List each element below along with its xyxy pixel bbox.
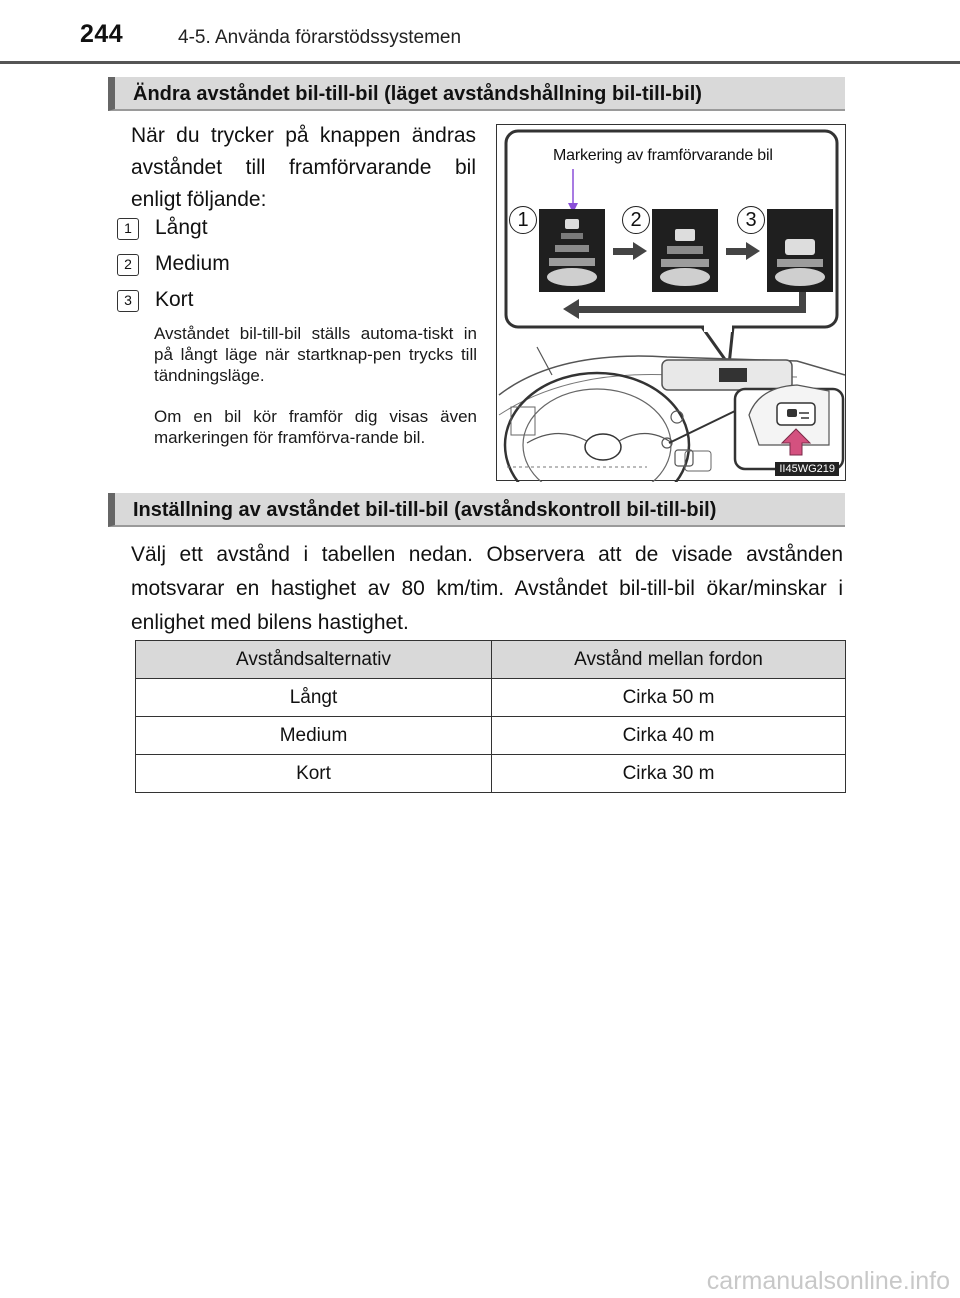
watermark: carmanualsonline.info (706, 1267, 950, 1295)
header-rule (0, 61, 960, 64)
figure-number: 1 (509, 206, 537, 234)
page-number: 244 (80, 20, 124, 48)
table-cell: Cirka 50 m (492, 679, 846, 717)
dashboard-drawing (497, 125, 847, 482)
table-row (136, 717, 846, 755)
figure-caption: Markering av framförvarande bil (553, 147, 773, 164)
note-paragraph: Om en bil kör framför dig visas även markeringen för framförva-rande bil. (154, 407, 477, 447)
table-row (136, 755, 846, 793)
section-heading-distance-control: Inställning av avståndet bil-till-bil (avståndskontroll bil-till-bil) (108, 493, 845, 527)
figure-code: II45WG219 (775, 462, 839, 476)
figure-number: 3 (737, 206, 765, 234)
item-number: 1 (117, 218, 139, 240)
item-label: Kort (155, 288, 194, 311)
table-cell: Cirka 40 m (492, 717, 846, 755)
distance-illustration (496, 124, 846, 481)
table-cell: Cirka 30 m (492, 755, 846, 793)
column-header: Avstånd mellan fordon (492, 641, 846, 679)
body-paragraph: Välj ett avstånd i tabellen nedan. Observera att de visade avstånden motsvarar en hastighet av 80 km/tim. Avståndet bil-till-bil ökar/minskar i enlighet med bilens hastighet. (131, 543, 843, 634)
item-label: Medium (155, 252, 230, 275)
table-cell: Kort (136, 755, 492, 793)
item-number: 3 (117, 290, 139, 312)
distance-button-icon (735, 385, 843, 469)
table-header-row (136, 641, 846, 679)
item-label: Långt (155, 216, 208, 239)
intro-paragraph: När du trycker på knappen ändras avståndet till framförvarande bil enligt följande: (131, 124, 476, 211)
distance-table (135, 640, 846, 793)
display-short (767, 209, 833, 292)
section-heading-change-distance: Ändra avståndet bil-till-bil (läget avståndshållning bil-till-bil) (108, 77, 845, 111)
table-cell: Medium (136, 717, 492, 755)
table-row (136, 679, 846, 717)
column-header: Avståndsalternativ (136, 641, 492, 679)
table-cell: Långt (136, 679, 492, 717)
note-paragraph: Avståndet bil-till-bil ställs automa-tiskt in på långt läge när startknap-pen trycks till tändningsläge. (154, 324, 477, 385)
display-medium (652, 209, 718, 292)
chapter-title: 4-5. Använda förarstödssystemen (178, 27, 462, 48)
item-number: 2 (117, 254, 139, 276)
figure-number: 2 (622, 206, 650, 234)
display-long (539, 209, 605, 292)
